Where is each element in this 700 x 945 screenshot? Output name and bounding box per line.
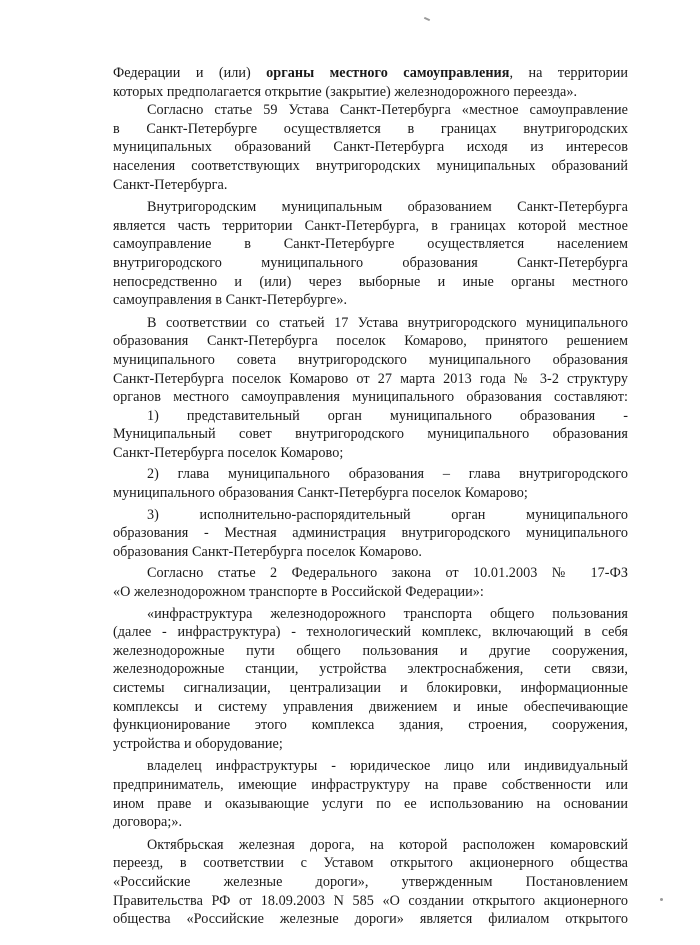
text-line: железнодорожные пути общего пользования и другие сооружения, <box>113 642 628 659</box>
text-line: системы сигнализации, централизации и блокировки, информационные <box>113 680 628 696</box>
text-line: 2) глава муниципального образования – глава внутригородского <box>147 466 628 483</box>
text-line: 1) представительный орган муниципального образования - <box>147 407 628 424</box>
paragraph <box>113 564 628 601</box>
text-line: «О железнодорожном транспорте в Российской Федерации»: <box>113 584 484 601</box>
text-line: В соответствии со статьей 17 Устава внутригородского муниципального <box>147 314 628 331</box>
paragraph <box>113 757 628 831</box>
text-line: Санкт-Петербурга. <box>113 176 228 193</box>
text-line: комплексы и систему управления движением и иные обеспечивающие <box>113 698 628 715</box>
text-line: Согласно статье 2 Федерального закона от 10.01.2003 № 17-ФЗ <box>147 565 628 582</box>
text-line: Октябрьская железная дорога, на которой расположен комаровский <box>147 836 628 853</box>
text-line: Правительства РФ от 18.09.2003 N 585 «О создании открытого акционерного <box>113 892 628 909</box>
text-line: муниципального совета внутригородского муниципального образования <box>113 351 628 368</box>
text-line: функционирование этого комплекса здания, строения, сооружения, <box>113 717 628 734</box>
bold-phrase: органы местного самоуправления <box>266 65 510 81</box>
text-line: предприниматель, имеющие инфраструктуру на праве собственности или <box>113 776 628 793</box>
text-line: образования Санкт-Петербурга поселок Комарово, принятого решением <box>113 333 628 350</box>
list-item <box>113 465 628 502</box>
paragraph <box>113 101 628 194</box>
text-line: ином праве и оказывающие услуги по ее использованию на основании <box>113 795 628 812</box>
list-item <box>113 506 628 562</box>
text-line: Согласно статье 59 Устава Санкт-Петербурга «местное самоуправление <box>147 102 628 119</box>
text-line: Внутригородским муниципальным образованием Санкт-Петербурга <box>147 199 628 216</box>
text-line: переезд, в соответствии с Уставом открытого акционерного общества <box>113 855 628 872</box>
text-line: населения соответствующих внутригородских муниципальных образований <box>113 157 628 174</box>
text-line: образования - Местная администрация внутригородского муниципального <box>113 525 628 542</box>
text-line: владелец инфраструктуры - юридическое лицо или индивидуальный <box>147 758 628 775</box>
text-line: Санкт-Петербурга поселок Комарово; <box>113 444 344 461</box>
paragraph <box>113 605 628 754</box>
paragraph <box>113 314 628 407</box>
paragraph <box>113 836 628 929</box>
text-line: Санкт-Петербурга поселок Комарово от 27 марта 2013 года № 3-2 структуру <box>113 370 628 387</box>
text-line: «инфраструктура железнодорожного транспорта общего пользования <box>147 605 628 622</box>
text-line: «Российские железные дороги», утвержденным Постановлением <box>113 873 628 890</box>
text-line: Муниципальный совет внутригородского муниципального образования <box>113 426 628 443</box>
text-line: устройства и оборудование; <box>113 735 283 752</box>
text-line: железнодорожные станции, устройства электроснабжения, сети связи, <box>113 661 628 678</box>
text-line: органов местного самоуправления муниципального образования составляют: <box>113 389 628 406</box>
text-line: (далее - инфраструктура) - технологический комплекс, включающий в себя <box>113 624 628 641</box>
text-line: муниципального образования Санкт-Петербурга поселок Комарово; <box>113 485 528 502</box>
text-line: самоуправление в Санкт-Петербурге осуществляется населением <box>113 236 628 253</box>
paragraph <box>113 64 628 101</box>
text-line: в Санкт-Петербурге осуществляется в границах внутригородских <box>113 120 628 137</box>
text-line: общества «Российские железные дороги» является филиалом открытого <box>113 911 628 928</box>
scan-mark-right <box>660 898 663 901</box>
text-line: которых предполагается открытие (закрытие) железнодорожного переезда». <box>113 83 578 100</box>
text-line: договора;». <box>113 814 183 831</box>
scan-mark-top <box>424 17 430 21</box>
text-line: непосредственно и (или) через выборные и иные органы местного <box>113 273 628 290</box>
text-line: является часть территории Санкт-Петербурга, в границах которой местное <box>113 217 628 234</box>
paragraph <box>113 198 628 310</box>
document-page <box>113 64 628 929</box>
text-line: 3) исполнительно-распорядительный орган муниципального <box>147 506 628 523</box>
text-line: муниципальных образований Санкт-Петербурга исходя из интересов <box>113 139 628 156</box>
text-line: внутригородского муниципального образования Санкт-Петербурга <box>113 254 628 271</box>
text-line: самоуправления в Санкт-Петербурге». <box>113 292 348 309</box>
text-line: образования Санкт-Петербурга поселок Комарово. <box>113 543 422 560</box>
text-line: Федерации и (или) органы местного самоуправления, на территории <box>113 65 628 81</box>
list-item <box>113 407 628 463</box>
